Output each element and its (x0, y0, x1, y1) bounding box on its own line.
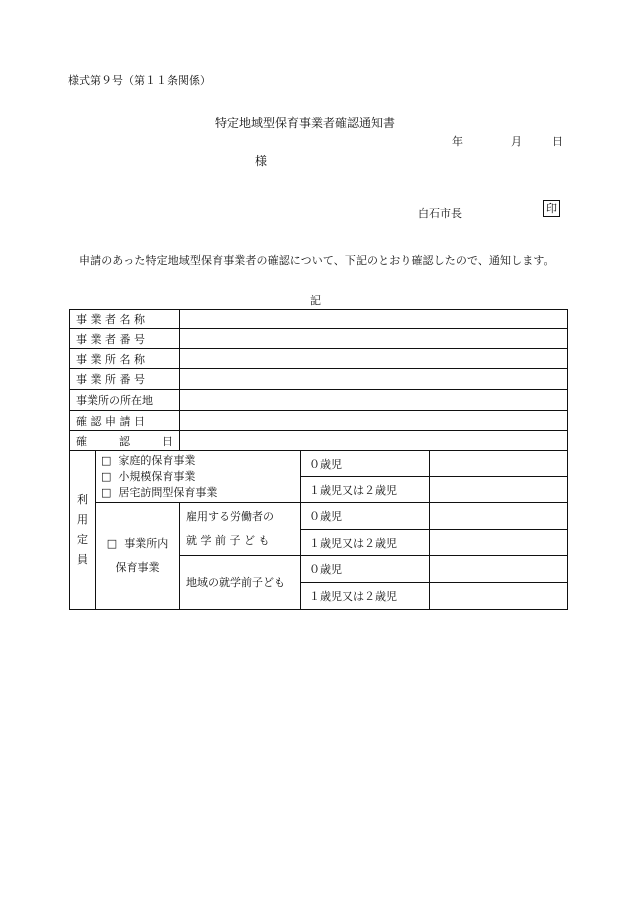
seal-mark: 印 (543, 200, 560, 217)
addressee-suffix: 様 (255, 154, 268, 168)
confirm-day-char: 確 (76, 434, 87, 448)
table-row (70, 451, 568, 477)
facility-type-options (96, 451, 301, 503)
row-value-cell[interactable] (180, 431, 568, 451)
age-label: １歳児又は２歳児 (301, 477, 430, 503)
row-value-cell[interactable] (180, 349, 568, 369)
table-row (70, 349, 568, 369)
on-site-nursery-option[interactable] (96, 503, 180, 610)
row-value-cell[interactable] (180, 329, 568, 349)
table-row (70, 390, 568, 411)
table-row (70, 411, 568, 431)
capacity-value-cell[interactable] (430, 503, 568, 530)
date-day-label: 日 (552, 135, 563, 148)
confirm-day-char: 認 (119, 434, 130, 448)
capacity-label-char: 員 (77, 553, 88, 566)
capacity-label (70, 451, 96, 610)
capacity-value-cell[interactable] (430, 530, 568, 556)
notice-body-text: 申請のあった特定地域型保育事業者の確認について、下記のとおり確認したので、通知します。 (79, 254, 555, 267)
option-label: 事業所内 (124, 537, 169, 550)
checkbox-option[interactable] (96, 469, 300, 485)
capacity-value-cell[interactable] (430, 451, 568, 477)
row-label: 事 業 者 番 号 (70, 329, 180, 349)
date-month-label: 月 (511, 135, 522, 148)
confirmation-table (69, 309, 568, 610)
row-label: 事 業 者 名 称 (70, 310, 180, 329)
community-children-label: 地域の就学前子ども (180, 556, 301, 610)
confirm-day-char: 日 (162, 434, 173, 448)
checkbox-option[interactable] (96, 453, 300, 469)
checkbox-icon[interactable]: □ (101, 453, 112, 467)
option-label: 家庭的保育事業 (118, 453, 196, 467)
row-value-cell[interactable] (180, 310, 568, 329)
age-label: １歳児又は２歳児 (301, 530, 430, 556)
checkbox-icon[interactable]: □ (101, 485, 112, 499)
age-label: １歳児又は２歳児 (301, 583, 430, 610)
checkbox-icon[interactable]: □ (101, 469, 112, 483)
row-label: 事業所の所在地 (70, 390, 180, 411)
checkbox-icon[interactable]: □ (106, 537, 118, 550)
capacity-label-char: 用 (77, 513, 88, 526)
option-label: 居宅訪問型保育事業 (118, 485, 218, 499)
date-year-label: 年 (452, 135, 463, 148)
table-row (70, 310, 568, 329)
row-value-cell[interactable] (180, 369, 568, 390)
capacity-value-cell[interactable] (430, 477, 568, 503)
issuer-name: 白石市長 (418, 207, 462, 220)
age-label: ０歳児 (301, 503, 430, 530)
employee-children-label (180, 503, 301, 556)
row-label-confirm-day (70, 431, 180, 451)
employee-label-line1: 雇用する労働者の (186, 510, 274, 523)
capacity-label-char: 定 (77, 533, 88, 546)
age-label: ０歳児 (301, 556, 430, 583)
checkbox-option[interactable] (96, 485, 300, 501)
ki-heading: 記 (310, 294, 321, 307)
option-label-line2: 保育事業 (115, 561, 160, 574)
table-row (70, 329, 568, 349)
row-label: 確 認 申 請 日 (70, 411, 180, 431)
table-row (70, 503, 568, 530)
row-label: 事 業 所 番 号 (70, 369, 180, 390)
table-row (70, 369, 568, 390)
table-row (70, 431, 568, 451)
document-title: 特定地域型保育事業者確認通知書 (215, 116, 396, 130)
row-value-cell[interactable] (180, 411, 568, 431)
row-value-cell[interactable] (180, 390, 568, 411)
capacity-value-cell[interactable] (430, 583, 568, 610)
employee-label-line2: 就 学 前 子 ど も (186, 534, 270, 547)
capacity-label-char: 利 (77, 493, 88, 506)
age-label: ０歳児 (301, 451, 430, 477)
capacity-value-cell[interactable] (430, 556, 568, 583)
option-label: 小規模保育事業 (118, 469, 196, 483)
row-label: 事 業 所 名 称 (70, 349, 180, 369)
form-number: 様式第９号（第１１条関係） (68, 74, 211, 87)
